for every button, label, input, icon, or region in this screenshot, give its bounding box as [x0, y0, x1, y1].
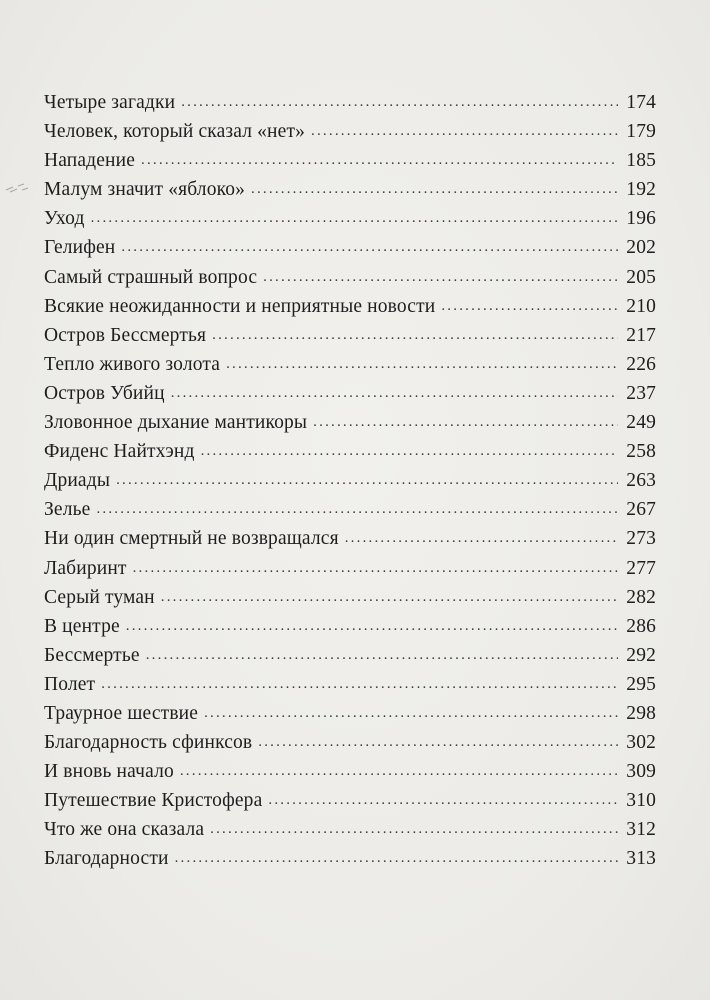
- toc-entry-page-number: 273: [626, 528, 656, 550]
- toc-entry-page-number: 202: [626, 237, 656, 259]
- toc-dot-leader: [133, 560, 618, 577]
- toc-entry[interactable]: [44, 237, 656, 266]
- toc-dot-leader: [313, 414, 618, 431]
- toc-dot-leader: [268, 792, 618, 809]
- paper-mark: [4, 178, 40, 196]
- toc-entry-page-number: 205: [626, 266, 656, 288]
- toc-entry[interactable]: [44, 92, 656, 121]
- table-of-contents: [44, 92, 656, 878]
- toc-entry-title: Что же она сказала: [44, 819, 205, 841]
- toc-entry-title: Уход: [44, 208, 85, 230]
- toc-entry[interactable]: [44, 470, 656, 499]
- toc-entry-page-number: 179: [626, 121, 656, 143]
- toc-entry-title: Нападение: [44, 150, 136, 172]
- toc-entry-title: Благодарности: [44, 848, 169, 870]
- toc-entry-title: Дриады: [44, 470, 111, 492]
- toc-entry[interactable]: [44, 325, 656, 354]
- toc-dot-leader: [251, 181, 618, 198]
- toc-entry-page-number: 298: [626, 702, 656, 724]
- toc-entry[interactable]: [44, 703, 656, 732]
- toc-entry[interactable]: [44, 674, 656, 703]
- toc-entry-title: Фиденс Найтхэнд: [44, 441, 195, 463]
- toc-entry-page-number: 226: [626, 353, 656, 375]
- toc-entry[interactable]: [44, 150, 656, 179]
- toc-entry[interactable]: [44, 761, 656, 790]
- toc-entry-title: В центре: [44, 615, 120, 637]
- toc-entry-title: Полет: [44, 673, 96, 695]
- toc-entry[interactable]: [44, 790, 656, 819]
- toc-dot-leader: [345, 530, 618, 547]
- toc-entry-title: Гелифен: [44, 237, 116, 259]
- toc-dot-leader: [96, 501, 618, 518]
- toc-entry-title: Тепло живого золота: [44, 353, 221, 375]
- toc-entry[interactable]: [44, 645, 656, 674]
- toc-dot-leader: [311, 123, 618, 140]
- toc-entry-title: Самый страшный вопрос: [44, 266, 258, 288]
- toc-dot-leader: [171, 385, 618, 402]
- toc-dot-leader: [121, 239, 618, 256]
- toc-dot-leader: [146, 647, 618, 664]
- toc-entry-title: Зелье: [44, 499, 91, 521]
- toc-entry-title: Всякие неожиданности и неприятные новости: [44, 295, 436, 317]
- toc-entry-title: Остров Бессмертья: [44, 324, 207, 346]
- toc-dot-leader: [212, 327, 618, 344]
- toc-entry-page-number: 312: [626, 819, 656, 841]
- toc-dot-leader: [161, 589, 618, 606]
- toc-dot-leader: [263, 269, 618, 286]
- toc-dot-leader: [204, 705, 618, 722]
- toc-entry[interactable]: [44, 121, 656, 150]
- toc-dot-leader: [175, 850, 618, 867]
- toc-dot-leader: [258, 734, 618, 751]
- toc-entry-page-number: 263: [626, 470, 656, 492]
- toc-entry-page-number: 217: [626, 324, 656, 346]
- toc-entry-title: Зловонное дыхание мантикоры: [44, 412, 308, 434]
- toc-entry[interactable]: [44, 267, 656, 296]
- toc-entry[interactable]: [44, 296, 656, 325]
- toc-entry[interactable]: [44, 558, 656, 587]
- toc-entry-title: И вновь начало: [44, 761, 174, 783]
- toc-entry[interactable]: [44, 383, 656, 412]
- toc-dot-leader: [141, 152, 618, 169]
- toc-dot-leader: [116, 472, 618, 489]
- toc-entry[interactable]: [44, 819, 656, 848]
- toc-entry-title: Малум значит «яблоко»: [44, 179, 246, 201]
- toc-entry-page-number: 185: [626, 150, 656, 172]
- toc-entry[interactable]: [44, 208, 656, 237]
- toc-entry-title: Четыре загадки: [44, 92, 176, 113]
- toc-dot-leader: [226, 356, 618, 373]
- toc-entry-title: Остров Убийц: [44, 382, 165, 404]
- toc-entry[interactable]: [44, 528, 656, 557]
- toc-entry-page-number: 295: [626, 673, 656, 695]
- toc-entry-title: Путешествие Кристофера: [44, 790, 263, 812]
- toc-entry-title: Траурное шествие: [44, 702, 199, 724]
- toc-entry-page-number: 282: [626, 586, 656, 608]
- toc-dot-leader: [441, 298, 618, 315]
- toc-entry-page-number: 196: [626, 208, 656, 230]
- toc-entry-page-number: 313: [626, 848, 656, 870]
- toc-dot-leader: [126, 618, 618, 635]
- toc-entry[interactable]: [44, 354, 656, 383]
- toc-dot-leader: [201, 443, 618, 460]
- toc-entry[interactable]: [44, 441, 656, 470]
- toc-entry[interactable]: [44, 412, 656, 441]
- toc-entry-title: Человек, который сказал «нет»: [44, 121, 306, 143]
- toc-dot-leader: [91, 210, 618, 227]
- toc-entry-page-number: 258: [626, 441, 656, 463]
- toc-entry-page-number: 192: [626, 179, 656, 201]
- toc-entry-title: Серый туман: [44, 586, 155, 608]
- toc-dot-leader: [101, 676, 618, 693]
- toc-entry-page-number: 277: [626, 557, 656, 579]
- toc-entry-title: Бессмертье: [44, 644, 140, 666]
- toc-entry[interactable]: [44, 179, 656, 208]
- toc-entry-page-number: 210: [626, 295, 656, 317]
- toc-entry-page-number: 237: [626, 382, 656, 404]
- toc-dot-leader: [181, 94, 618, 111]
- toc-entry-page-number: 302: [626, 732, 656, 754]
- toc-entry-page-number: 292: [626, 644, 656, 666]
- toc-entry-title: Благодарность сфинксов: [44, 732, 253, 754]
- toc-entry-page-number: 310: [626, 790, 656, 812]
- toc-entry-page-number: 309: [626, 761, 656, 783]
- toc-dot-leader: [210, 821, 618, 838]
- toc-entry-title: Ни один смертный не возвращался: [44, 528, 339, 550]
- toc-entry[interactable]: [44, 848, 656, 877]
- toc-entry[interactable]: [44, 732, 656, 761]
- toc-entry-page-number: 174: [626, 92, 656, 113]
- toc-dot-leader: [180, 763, 618, 780]
- toc-entry-title: Лабиринт: [44, 557, 127, 579]
- toc-entry-page-number: 249: [626, 412, 656, 434]
- toc-entry-page-number: 267: [626, 499, 656, 521]
- toc-entry[interactable]: [44, 616, 656, 645]
- toc-entry[interactable]: [44, 587, 656, 616]
- toc-entry-page-number: 286: [626, 615, 656, 637]
- toc-entry[interactable]: [44, 499, 656, 528]
